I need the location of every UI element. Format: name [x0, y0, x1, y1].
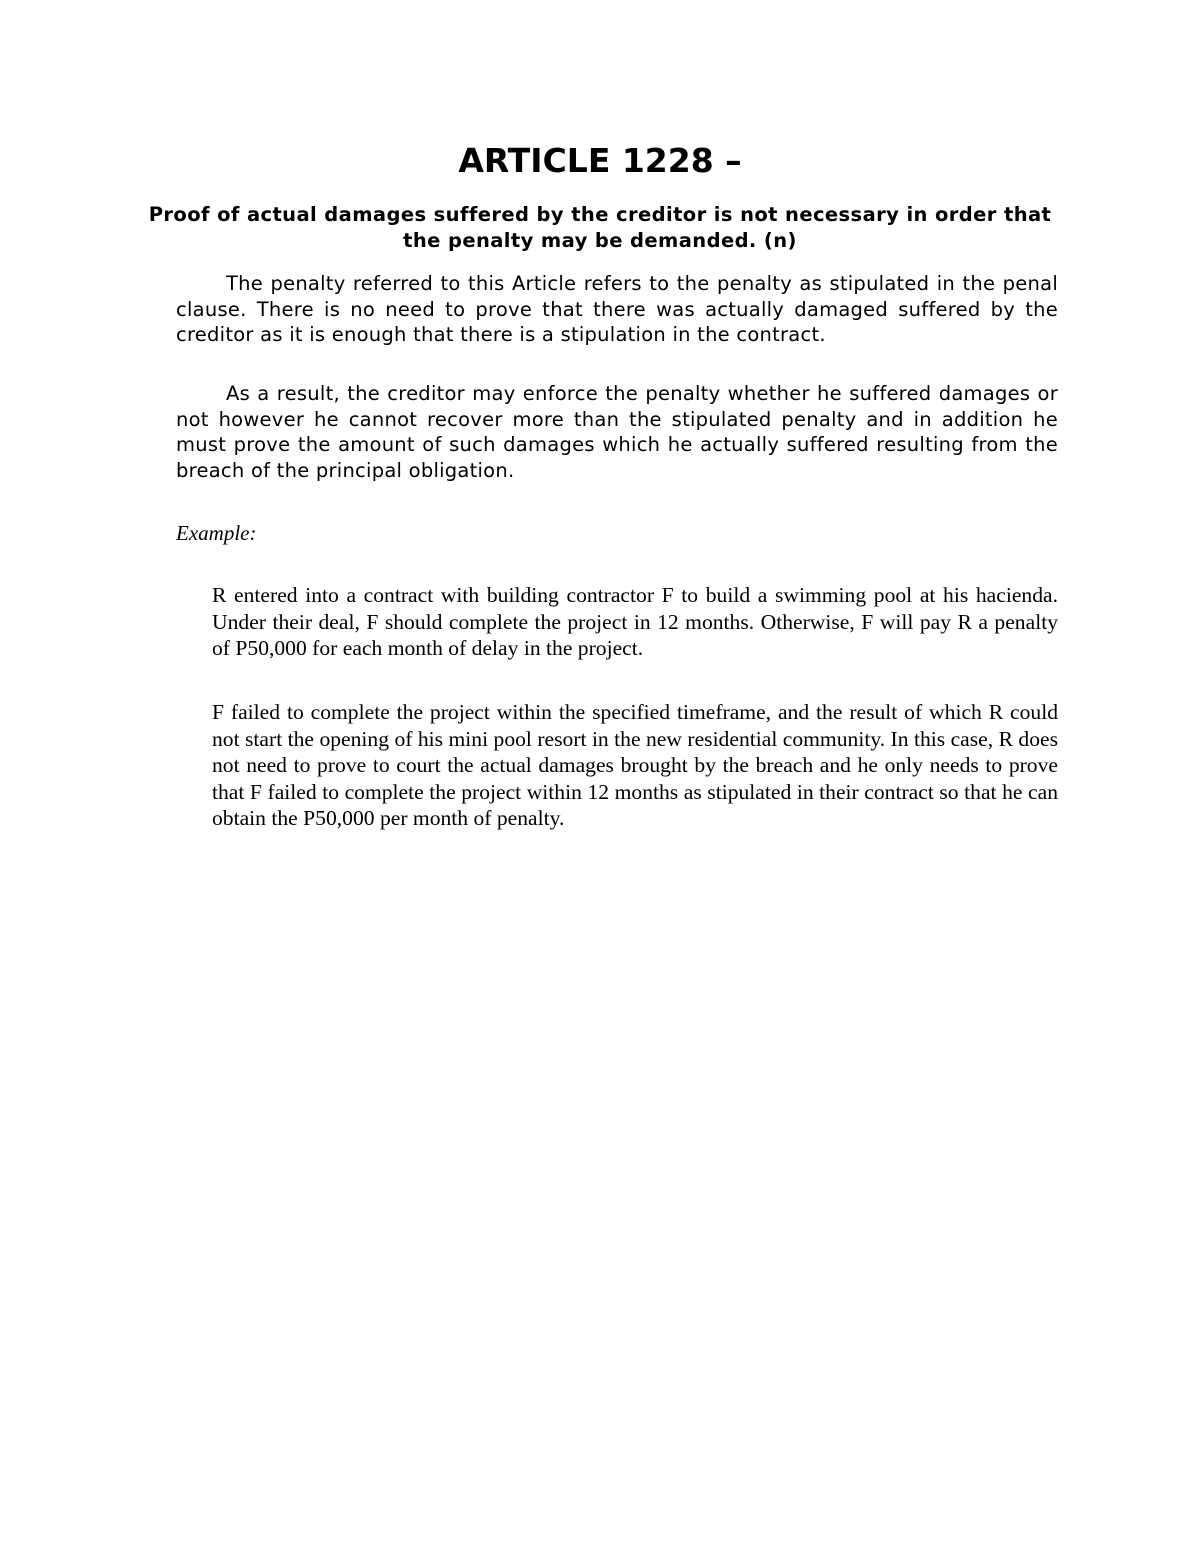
article-title: ARTICLE 1228 – — [458, 141, 742, 180]
example-label: Example: — [176, 521, 257, 545]
article-subtitle: Proof of actual damages suffered by the creditor is not necessary in order that the penalty may be demanded. (n) — [148, 203, 1052, 252]
body-paragraph-1: The penalty referred to this Article refers to the penalty as stipulated in the penal clause. There is no need to prove that there was actually damaged suffered by the creditor as it is enough that there is a stipulation in the contract. — [176, 272, 1058, 346]
example-paragraph-2: F failed to complete the project within the specified timeframe, and the result of which R could not start the opening of his mini pool resort in the new residential community. In this case, R does not need to prove to court the actual damages brought by the breach and he only needs to prove that F failed to complete the project within 12 months as stipulated in their contract so that he can obtain the P50,000 per month of penalty. — [212, 700, 1058, 830]
example-paragraph-1: R entered into a contract with building contractor F to build a swimming pool at his hacienda. Under their deal, F should complete the project in 12 months. Otherwise, F will pay R a penalty of P50,000 for each month of delay in the project. — [212, 583, 1058, 660]
body-paragraph-2: As a result, the creditor may enforce the penalty whether he suffered damages or not however he cannot recover more than the stipulated penalty and in addition he must prove the amount of such damages which he actually suffered resulting from the breach of the principal obligation. — [176, 382, 1058, 482]
